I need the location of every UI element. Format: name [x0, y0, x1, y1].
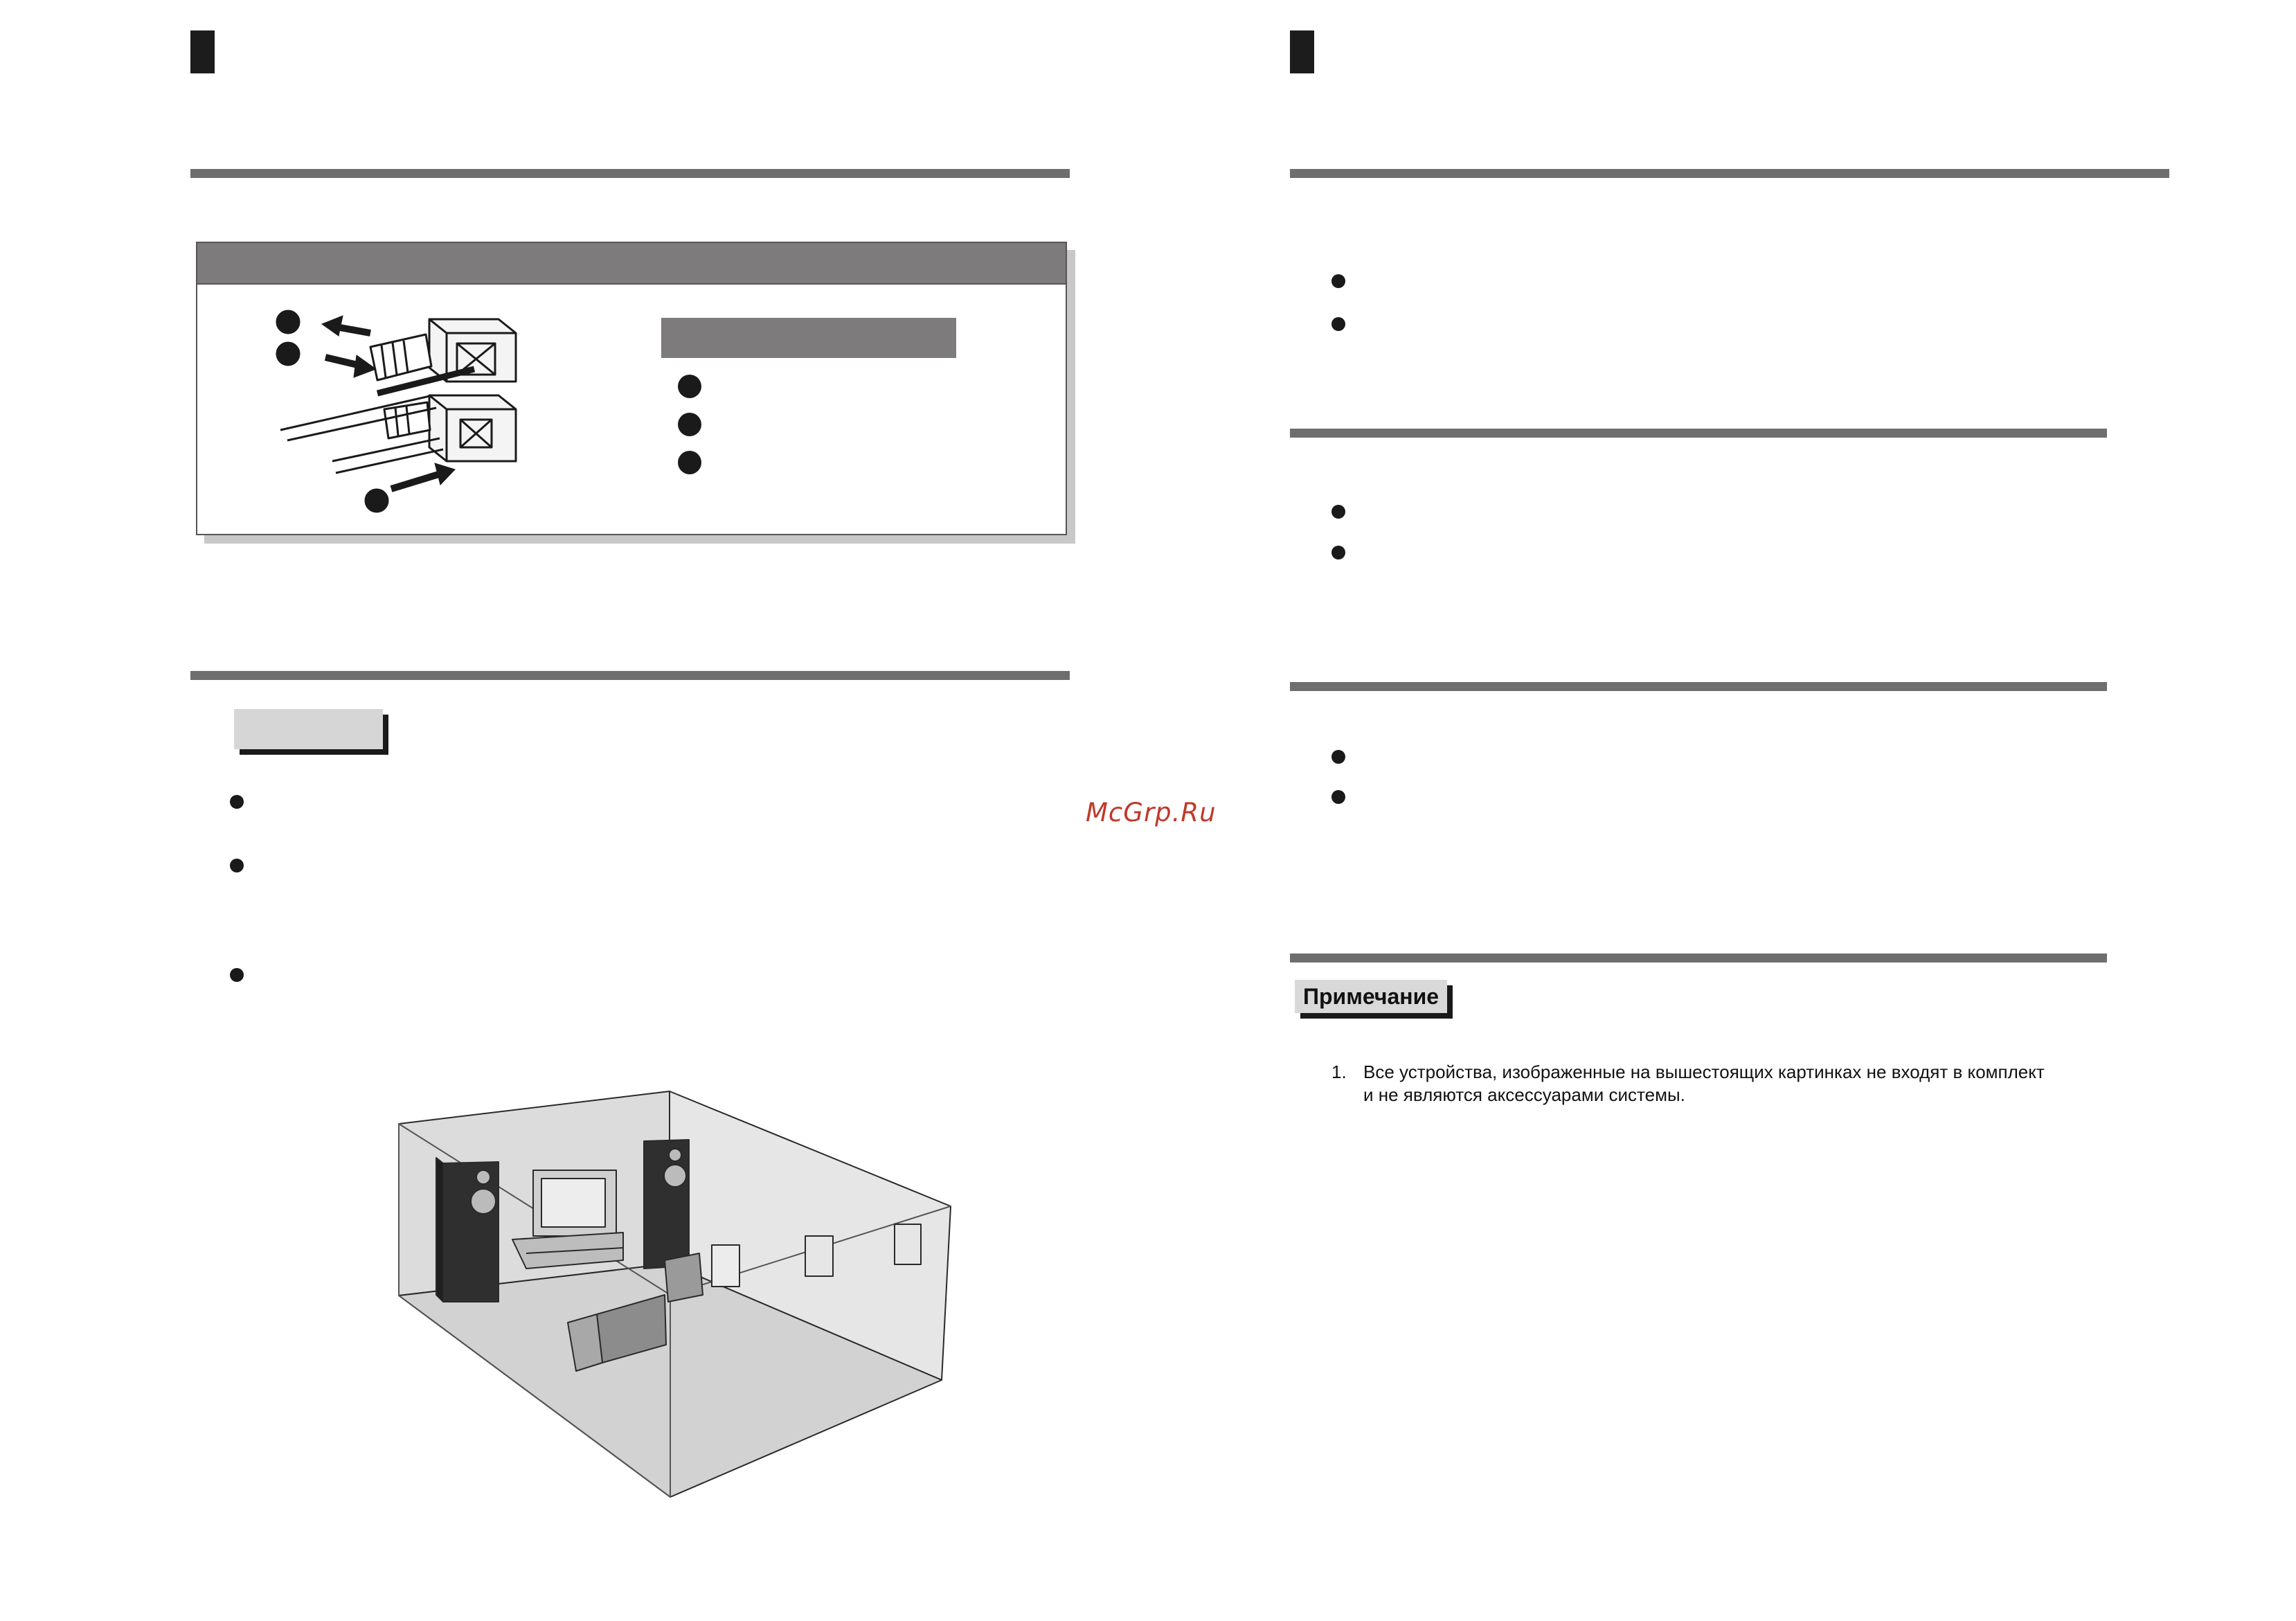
connector-legend-header [661, 318, 956, 358]
home-theater-room-illustration [395, 1087, 956, 1503]
right-bullet-4 [1331, 546, 1345, 559]
speaker-terminal-illustration [267, 292, 654, 520]
left-bullet-2 [230, 859, 244, 872]
right-section-rule-1 [1290, 169, 2169, 178]
note-item-line-1: Все устройства, изображенные на вышестоящих картинках не входят в комплект [1363, 1062, 2045, 1082]
note-label: Примечание [1295, 980, 1447, 1013]
legend-number-3 [678, 451, 701, 474]
right-section-rule-2 [1290, 429, 2107, 438]
connector-panel [196, 242, 1067, 535]
right-bullet-1 [1331, 274, 1345, 288]
left-note-tag [234, 709, 383, 749]
left-bullet-1 [230, 795, 244, 809]
left-bullet-3 [230, 968, 244, 982]
left-section-rule-1 [190, 169, 1070, 178]
right-section-rule-3 [1290, 682, 2107, 691]
right-section-rule-4 [1290, 953, 2107, 962]
watermark: McGrp.Ru [1086, 798, 1217, 827]
left-page-tab-marker [190, 30, 215, 73]
note-item-number: 1. [1331, 1062, 1347, 1082]
note-item-line-2: и не являются аксессуарами системы. [1363, 1084, 1685, 1105]
right-bullet-5 [1331, 750, 1345, 764]
legend-number-1 [678, 375, 701, 398]
right-bullet-2 [1331, 317, 1345, 331]
right-page-tab-marker [1290, 30, 1314, 73]
connector-panel-header [197, 243, 1066, 285]
right-bullet-3 [1331, 505, 1345, 519]
right-bullet-6 [1331, 790, 1345, 804]
left-section-rule-2 [190, 671, 1070, 680]
legend-number-2 [678, 413, 701, 436]
